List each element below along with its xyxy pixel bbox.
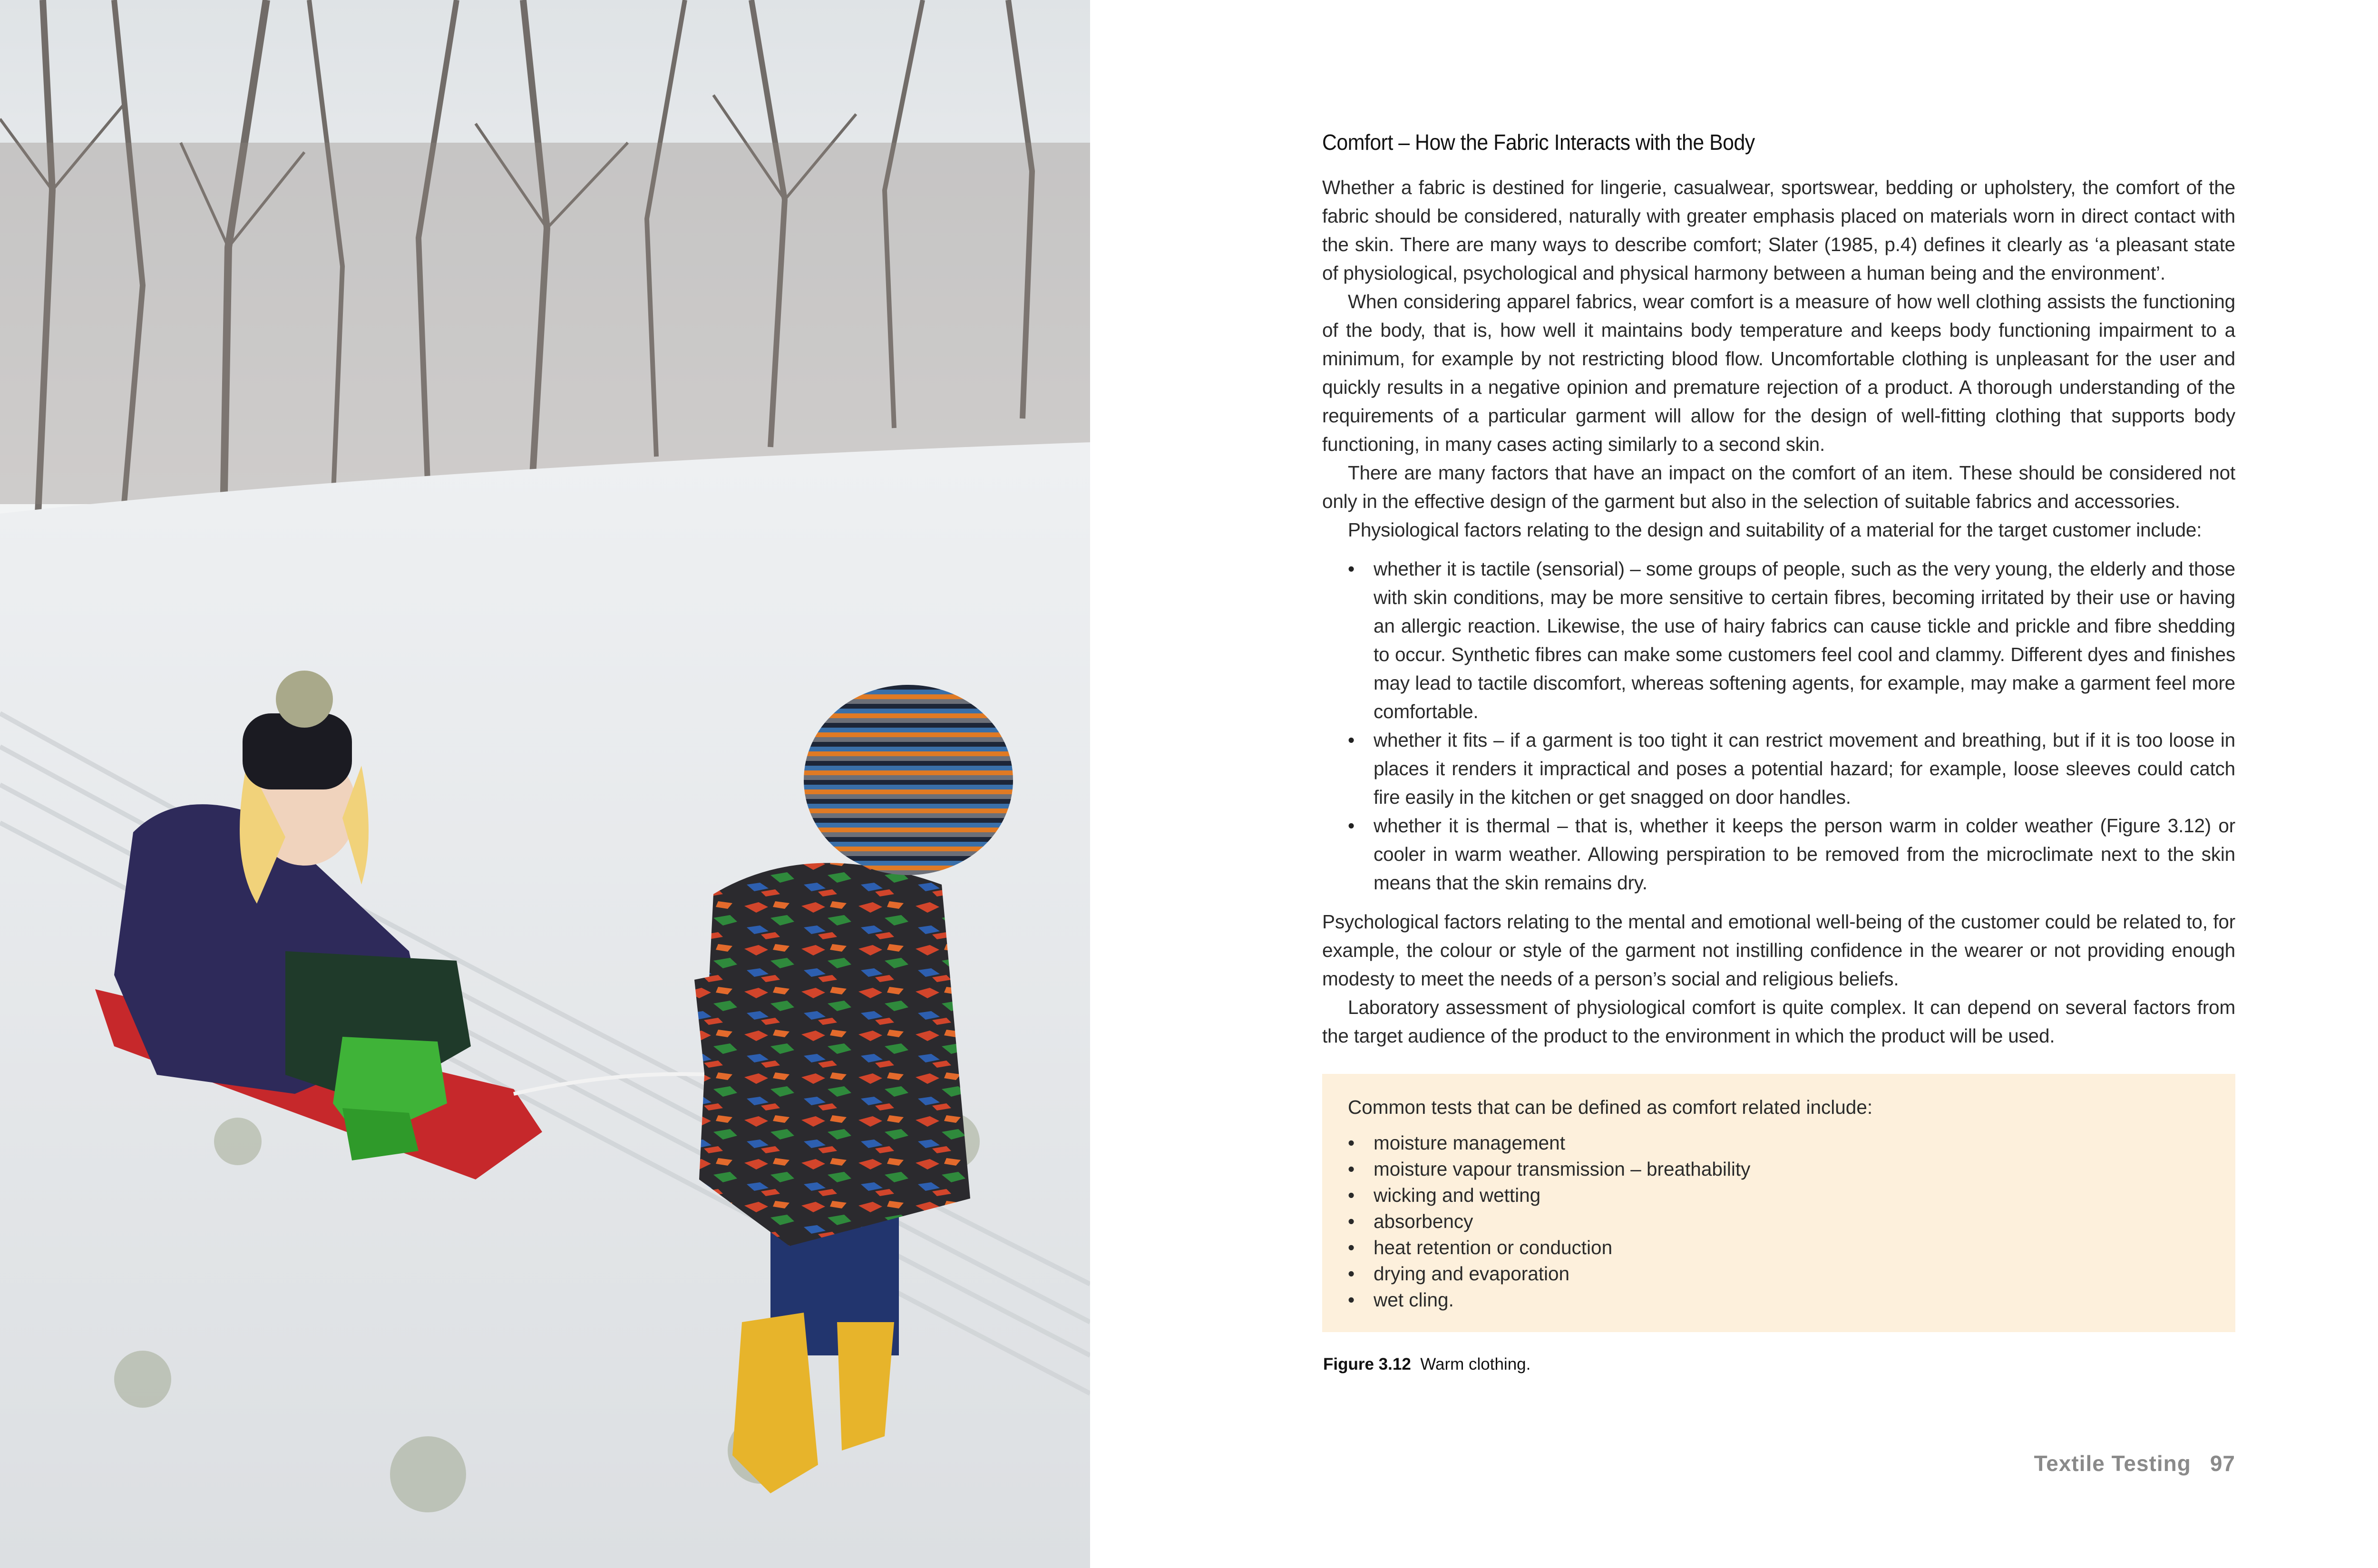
photo-children-sledging bbox=[0, 0, 1090, 1568]
comfort-tests-list bbox=[1348, 1130, 2210, 1313]
paragraph-4: Physiological factors relating to the design and suitability of a material for the target customer include: bbox=[1348, 519, 2202, 541]
section-heading: Comfort – How the Fabric Interacts with the Body bbox=[1322, 130, 1755, 155]
running-footer bbox=[2034, 1451, 2235, 1476]
comfort-tests-box bbox=[1322, 1074, 2235, 1332]
paragraph-6: Laboratory assessment of physiological comfort is quite complex. It can depend on several factors from the target audience of the product to the environment in which the product will be used. bbox=[1322, 996, 2235, 1047]
page-number: 97 bbox=[2210, 1451, 2235, 1476]
paragraph-2: When considering apparel fabrics, wear comfort is a measure of how well clothing assists the functioning of the body, that is, how well it maintains body temperature and keeps body functioning impairment to a minimum, for example by not restricting blood flow. Uncomfortable clothing is unpleasant for the user and quickly results in a negative opinion and premature rejection of a product. A thorough understanding of the requirements of a particular garment will allow for the design of well-fitting clothing that supports body functioning, in many cases acting similarly to a second skin. bbox=[1322, 291, 2235, 455]
figure-caption bbox=[1323, 1355, 2235, 1374]
list-item: • wicking and wetting bbox=[1348, 1182, 2210, 1208]
list-item: • whether it is thermal – that is, whether it keeps the person warm in colder weather (Figure 3.12) or cooler in warm weather. Allowing perspiration to be removed from the microclimate next to the skin means that the skin remains dry. bbox=[1348, 811, 2235, 897]
paragraph-1: Whether a fabric is destined for lingerie, casualwear, sportswear, bedding or upholstery, the comfort of the fabric should be considered, naturally with greater emphasis placed on materials worn in direct contact with the skin. There are many ways to describe comfort; Slater (1985, p.4) defines it clearly as ‘a pleasant state of physiological, psychological and physical harmony between a human being and the environment’. bbox=[1322, 176, 2235, 284]
list-item: • absorbency bbox=[1348, 1208, 2210, 1235]
figure-label: Figure 3.12 bbox=[1323, 1355, 1411, 1373]
paragraph-3: There are many factors that have an impact on the comfort of an item. These should be considered not only in the effective design of the garment but also in the selection of suitable fabrics and accessories. bbox=[1322, 462, 2235, 512]
list-item: • whether it fits – if a garment is too tight it can restrict movement and breathing, but if it is too loose in places it renders it impractical and poses a potential hazard; for example, loose sleeves could catch fire easily in the kitchen or get snagged on door handles. bbox=[1348, 726, 2235, 811]
physiological-factors-list bbox=[1348, 555, 2235, 897]
list-item: • whether it is tactile (sensorial) – some groups of people, such as the very young, the elderly and those with skin conditions, may be more sensitive to certain fibres, becoming irritated by their use or having an allergic reaction. Likewise, the use of hairy fabrics can cause tickle and prickle and fibre shedding to occur. Synthetic fibres can make some customers feel cool and clammy. Different dyes and finishes may lead to tactile discomfort, whereas softening agents, for example, may make a garment feel more comfortable. bbox=[1348, 555, 2235, 726]
list-item: • moisture vapour transmission – breathability bbox=[1348, 1156, 2210, 1182]
figure-caption-text: Warm clothing. bbox=[1420, 1355, 1531, 1373]
callout-intro: Common tests that can be defined as comfort related include: bbox=[1348, 1096, 1873, 1118]
photo-illustration bbox=[0, 0, 1090, 1568]
text-page bbox=[1322, 128, 2235, 1374]
list-item: • wet cling. bbox=[1348, 1287, 2210, 1313]
list-item: • drying and evaporation bbox=[1348, 1261, 2210, 1287]
book-title: Textile Testing bbox=[2034, 1451, 2191, 1476]
list-item: • heat retention or conduction bbox=[1348, 1235, 2210, 1261]
list-item: • moisture management bbox=[1348, 1130, 2210, 1156]
paragraph-5: Psychological factors relating to the mental and emotional well-being of the customer could be related to, for example, the colour or style of the garment not instilling confidence in the wearer or not providing enough modesty to meet the needs of a person’s social and religious beliefs. bbox=[1322, 911, 2235, 990]
